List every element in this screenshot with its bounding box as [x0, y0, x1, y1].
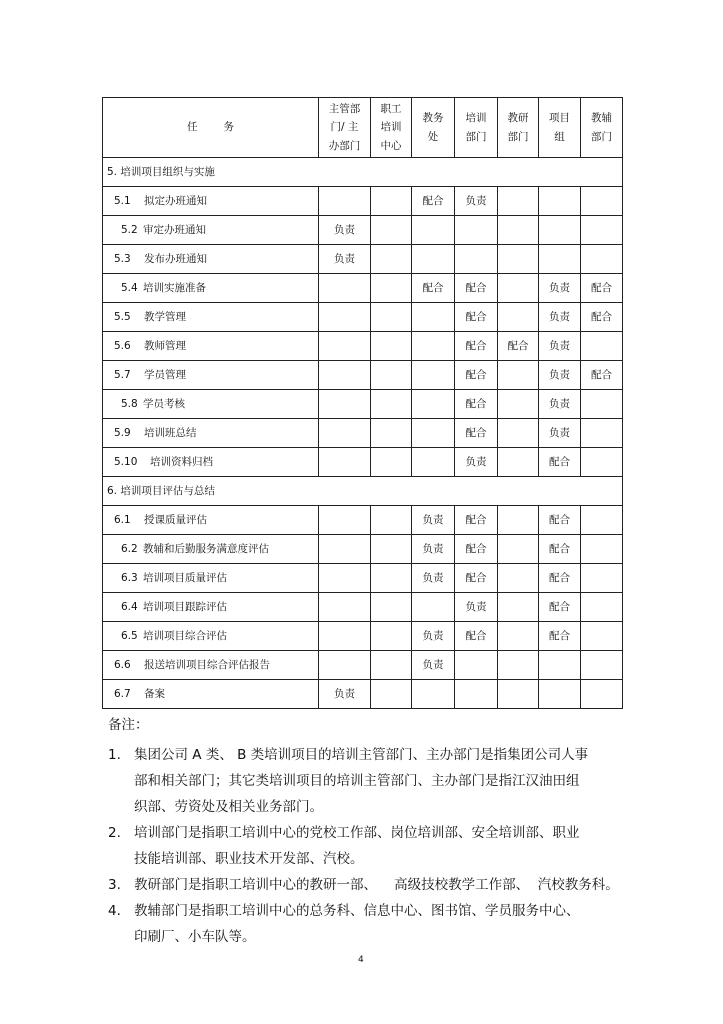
role-cell: 负责 — [455, 448, 498, 477]
role-cell — [412, 361, 455, 390]
role-cell — [581, 419, 623, 448]
task-cell — [103, 593, 319, 622]
task-name: 发布办班通知 — [144, 252, 207, 265]
header-line: 培训 — [465, 112, 487, 125]
role-cell: 配合 — [455, 303, 498, 332]
role-cell — [581, 245, 623, 274]
task-cell — [103, 506, 319, 535]
role-cell — [539, 187, 581, 216]
header-line: 部门 — [465, 130, 487, 143]
role-cell — [498, 622, 539, 651]
role-cell: 配合 — [539, 535, 581, 564]
role-cell — [412, 216, 455, 245]
role-cell: 配合 — [412, 274, 455, 303]
role-cell — [371, 593, 412, 622]
role-cell — [498, 361, 539, 390]
table-row — [103, 245, 623, 274]
role-cell — [581, 651, 623, 680]
role-cell: 配合 — [455, 390, 498, 419]
role-cell — [498, 593, 539, 622]
role-cell — [539, 651, 581, 680]
header-col-support-dept — [581, 98, 623, 158]
role-cell — [539, 680, 581, 709]
header-line: 门/ 主 — [330, 121, 359, 134]
header-line: 培训 — [380, 121, 402, 134]
table-row — [103, 535, 623, 564]
header-task-char-2: 务 — [223, 121, 234, 134]
task-number: 5.4 — [121, 281, 138, 294]
role-cell — [498, 564, 539, 593]
task-name: 授课质量评估 — [144, 513, 207, 526]
role-cell — [581, 332, 623, 361]
task-number: 6.4 — [121, 600, 138, 613]
role-cell: 配合 — [455, 506, 498, 535]
table-row — [103, 361, 623, 390]
role-cell: 负责 — [412, 564, 455, 593]
task-name: 学员考核 — [143, 397, 185, 410]
header-line: 教研 — [507, 112, 529, 125]
section-row — [103, 477, 623, 506]
role-cell — [581, 564, 623, 593]
role-cell: 配合 — [539, 564, 581, 593]
task-cell — [103, 564, 319, 593]
header-col-training-center — [371, 98, 412, 158]
role-cell — [371, 187, 412, 216]
task-number: 6.5 — [121, 629, 138, 642]
role-cell — [371, 506, 412, 535]
role-cell — [319, 332, 371, 361]
role-cell — [412, 245, 455, 274]
task-number: 5.2 — [121, 223, 138, 236]
note-line: 集团公司 A 类、 B 类培训项目的培训主管部门、主办部门是指集团公司人事 — [134, 747, 589, 763]
role-cell — [581, 448, 623, 477]
note-line: 培训部门是指职工培训中心的党校工作部、岗位培训部、安全培训部、职业 — [134, 825, 580, 841]
role-cell — [412, 448, 455, 477]
table-row — [103, 419, 623, 448]
role-cell — [498, 506, 539, 535]
role-cell — [319, 187, 371, 216]
role-cell: 配合 — [455, 332, 498, 361]
role-cell — [371, 245, 412, 274]
table-row — [103, 506, 623, 535]
task-cell — [103, 245, 319, 274]
task-cell — [103, 390, 319, 419]
table-row — [103, 187, 623, 216]
task-number: 5.7 — [114, 368, 131, 381]
table-row — [103, 593, 623, 622]
task-number: 6.7 — [114, 687, 131, 700]
role-cell — [498, 303, 539, 332]
role-cell — [581, 187, 623, 216]
header-line: 中心 — [380, 139, 402, 152]
task-number: 5.10 — [114, 455, 138, 468]
role-cell: 负责 — [539, 303, 581, 332]
task-cell — [103, 448, 319, 477]
role-cell — [498, 245, 539, 274]
role-cell — [412, 332, 455, 361]
header-task-char-1: 任 — [187, 121, 198, 134]
role-cell — [498, 448, 539, 477]
role-cell — [581, 535, 623, 564]
note-line: 织部、劳资处及相关业务部门。 — [134, 799, 323, 815]
task-name: 审定办班通知 — [143, 223, 206, 236]
role-cell — [455, 216, 498, 245]
role-cell — [498, 390, 539, 419]
role-cell — [371, 216, 412, 245]
task-name: 培训资料归档 — [150, 455, 213, 468]
role-cell — [455, 245, 498, 274]
role-cell — [498, 535, 539, 564]
table-header-row — [103, 98, 623, 158]
table-row — [103, 303, 623, 332]
table-row — [103, 216, 623, 245]
role-cell: 负责 — [412, 651, 455, 680]
role-cell — [319, 448, 371, 477]
table-row — [103, 448, 623, 477]
role-cell: 负责 — [455, 187, 498, 216]
task-name: 拟定办班通知 — [144, 194, 207, 207]
task-name: 培训实施准备 — [143, 281, 206, 294]
role-cell: 配合 — [581, 303, 623, 332]
role-cell: 配合 — [539, 506, 581, 535]
role-cell — [371, 361, 412, 390]
table-body — [103, 158, 623, 709]
role-cell: 配合 — [498, 332, 539, 361]
role-cell: 负责 — [412, 506, 455, 535]
role-cell — [319, 564, 371, 593]
task-name: 培训项目质量评估 — [143, 571, 227, 584]
role-cell — [412, 680, 455, 709]
task-cell — [103, 187, 319, 216]
role-cell: 负责 — [412, 622, 455, 651]
header-col-academic-affairs — [412, 98, 455, 158]
role-cell — [498, 680, 539, 709]
task-name: 教辅和后勤服务满意度评估 — [143, 542, 269, 555]
role-cell: 负责 — [539, 419, 581, 448]
role-cell — [455, 651, 498, 680]
role-cell — [371, 680, 412, 709]
note-item — [108, 872, 628, 898]
role-cell — [581, 593, 623, 622]
role-cell — [581, 680, 623, 709]
task-cell — [103, 419, 319, 448]
task-name: 教学管理 — [144, 310, 186, 323]
header-line: 教辅 — [591, 112, 612, 125]
table-row — [103, 680, 623, 709]
task-number: 6.6 — [114, 658, 131, 671]
header-col-research-dept — [498, 98, 539, 158]
table-row — [103, 332, 623, 361]
header-line: 部门 — [591, 130, 612, 143]
role-cell — [371, 651, 412, 680]
page-number: 4 — [358, 955, 364, 965]
task-number: 5.6 — [114, 339, 131, 352]
task-name: 备案 — [144, 687, 165, 700]
role-cell — [319, 361, 371, 390]
section-row — [103, 158, 623, 187]
task-number: 5.5 — [114, 310, 131, 323]
note-number: 3. — [108, 877, 121, 893]
role-cell — [371, 564, 412, 593]
task-cell — [103, 303, 319, 332]
role-cell: 负责 — [539, 274, 581, 303]
task-number: 5.8 — [121, 397, 138, 410]
task-number: 5.3 — [114, 252, 131, 265]
task-cell — [103, 651, 319, 680]
role-cell — [371, 274, 412, 303]
task-cell — [103, 274, 319, 303]
header-col-supervising-dept — [319, 98, 371, 158]
note-number: 2. — [108, 825, 121, 841]
role-cell: 负责 — [319, 680, 371, 709]
note-line: 技能培训部、职业技术开发部、汽校。 — [134, 851, 364, 867]
role-cell — [581, 390, 623, 419]
notes-section — [108, 712, 628, 950]
role-cell — [412, 419, 455, 448]
role-cell: 负责 — [539, 332, 581, 361]
header-line: 组 — [554, 130, 565, 143]
role-cell — [412, 593, 455, 622]
notes-title: 备注： — [108, 717, 149, 733]
role-cell — [412, 390, 455, 419]
table-row — [103, 651, 623, 680]
note-line: 部和相关部门；其它类培训项目的培训主管部门、主办部门是指江汉油田组 — [134, 773, 580, 789]
task-number: 6.1 — [114, 513, 131, 526]
role-cell: 负责 — [319, 245, 371, 274]
role-cell — [455, 680, 498, 709]
task-cell — [103, 680, 319, 709]
role-cell: 负责 — [319, 216, 371, 245]
table-row — [103, 274, 623, 303]
task-cell — [103, 332, 319, 361]
role-cell: 负责 — [455, 593, 498, 622]
role-cell — [498, 216, 539, 245]
task-number: 5.1 — [114, 194, 131, 207]
role-cell — [319, 535, 371, 564]
role-cell: 配合 — [539, 448, 581, 477]
role-cell — [319, 651, 371, 680]
role-cell: 配合 — [455, 361, 498, 390]
role-cell — [319, 419, 371, 448]
note-line: 教研部门是指职工培训中心的教研一部、 高级技校教学工作部、 汽校教务科。 — [134, 877, 619, 893]
role-cell: 配合 — [581, 361, 623, 390]
section-title: 5. 培训项目组织与实施 — [103, 158, 623, 187]
role-cell — [371, 622, 412, 651]
task-cell — [103, 216, 319, 245]
note-item — [108, 820, 628, 872]
role-cell: 配合 — [412, 187, 455, 216]
task-cell — [103, 622, 319, 651]
task-name: 培训项目跟踪评估 — [143, 600, 227, 613]
task-name: 学员管理 — [144, 368, 186, 381]
note-item — [108, 742, 628, 820]
role-cell — [319, 593, 371, 622]
role-cell — [371, 332, 412, 361]
task-name: 培训班总结 — [144, 426, 197, 439]
role-cell — [371, 448, 412, 477]
notes-list — [108, 742, 628, 950]
role-cell: 负责 — [539, 361, 581, 390]
header-line: 处 — [427, 130, 439, 143]
role-cell — [539, 216, 581, 245]
task-name: 培训项目综合评估 — [143, 629, 227, 642]
role-cell — [581, 216, 623, 245]
task-number: 6.3 — [121, 571, 138, 584]
role-cell: 配合 — [455, 622, 498, 651]
role-cell — [498, 419, 539, 448]
role-cell — [319, 303, 371, 332]
header-col-training-dept — [455, 98, 498, 158]
task-number: 5.9 — [114, 426, 131, 439]
role-cell — [581, 622, 623, 651]
note-line: 教辅部门是指职工培训中心的总务科、信息中心、图书馆、学员服务中心、 — [134, 903, 580, 919]
header-line: 教务 — [422, 112, 444, 125]
role-cell — [319, 506, 371, 535]
role-cell: 配合 — [539, 622, 581, 651]
task-name: 教师管理 — [144, 339, 186, 352]
header-line: 办部门 — [328, 139, 361, 152]
role-cell — [319, 390, 371, 419]
table-row — [103, 622, 623, 651]
note-number: 4. — [108, 903, 121, 919]
role-cell: 负责 — [539, 390, 581, 419]
task-name: 报送培训项目综合评估报告 — [144, 658, 270, 671]
table-row — [103, 390, 623, 419]
task-number: 6.2 — [121, 542, 138, 555]
role-cell: 配合 — [455, 564, 498, 593]
task-cell — [103, 361, 319, 390]
header-line: 主管部 — [328, 102, 361, 115]
header-line: 部门 — [507, 130, 529, 143]
note-number: 1. — [108, 747, 121, 763]
role-cell: 配合 — [455, 535, 498, 564]
note-item — [108, 898, 628, 950]
role-cell — [371, 535, 412, 564]
role-cell — [581, 506, 623, 535]
role-cell — [371, 390, 412, 419]
role-cell — [371, 303, 412, 332]
task-cell — [103, 535, 319, 564]
role-cell — [498, 651, 539, 680]
section-title: 6. 培训项目评估与总结 — [103, 477, 623, 506]
role-cell — [539, 245, 581, 274]
role-cell: 负责 — [412, 535, 455, 564]
role-cell: 配合 — [581, 274, 623, 303]
role-cell — [412, 303, 455, 332]
role-cell — [371, 419, 412, 448]
role-cell: 配合 — [455, 419, 498, 448]
header-task — [103, 98, 319, 158]
role-cell: 配合 — [539, 593, 581, 622]
role-cell — [498, 187, 539, 216]
role-cell — [498, 274, 539, 303]
table-row — [103, 564, 623, 593]
responsibility-table — [102, 97, 623, 709]
header-line: 职工 — [380, 102, 402, 115]
header-line: 项目 — [549, 112, 570, 125]
note-line: 印刷厂、小车队等。 — [134, 929, 256, 945]
role-cell — [319, 622, 371, 651]
role-cell: 配合 — [455, 274, 498, 303]
header-col-project-group — [539, 98, 581, 158]
role-cell — [319, 274, 371, 303]
